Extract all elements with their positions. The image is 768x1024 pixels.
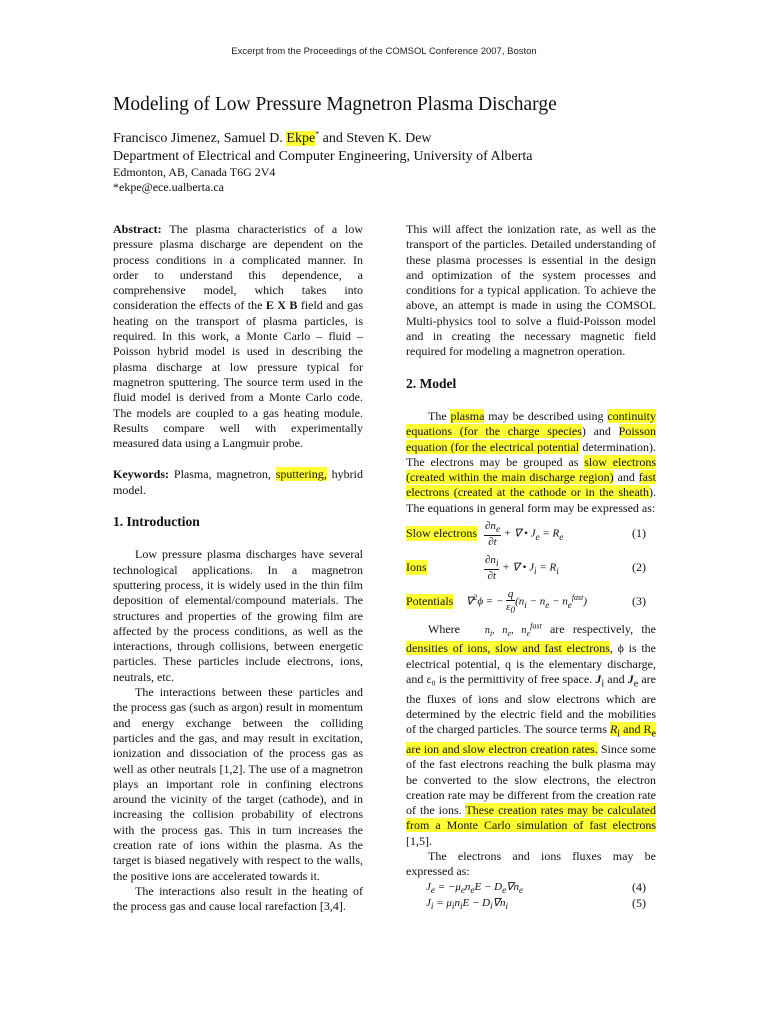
where-text-d: and (604, 671, 628, 686)
re-symbol: and R (620, 722, 652, 737)
highlight-creation-rates: $R_i$ and $R_e$ are ion and slow electron creation rates. (406, 722, 656, 756)
highlight-plasma: plasma (450, 408, 485, 423)
flux-ji: J (595, 671, 602, 686)
section-heading-model: 2. Model (406, 375, 457, 391)
abstract-text-a: The plasma characteristics of a low pressure plasma discharge are dependent on the process conditions in a complicated manner. In order to understand this dependence, a comprehensive model, which takes into consideration the effects of the (113, 222, 363, 313)
right-paragraph-1: This will affect the ionization rate, as well as the transport of the particles. Detailed understanding of these plasma processes is essential in the design and optimization of the system processes and conditions for a typical application. To achieve the above, an attempt is made in using the COMSOL Multi-physics tool to solve a fluid-Poisson model and in creating the necessary magnetic field required for modeling a magnetron operation. (406, 222, 656, 359)
eq5-number: (5) (632, 895, 646, 910)
flux-intro: The electrons and ions fluxes may be expressed as: (406, 848, 656, 879)
highlight-fast-electrons: fast electrons (created at the cathode or in the sheath (406, 470, 657, 500)
paper-title: Modeling of Low Pressure Magnetron Plasma Discharge (113, 94, 557, 115)
model-text-c: ) and (581, 424, 619, 439)
address: Edmonton, AB, Canada T6G 2V4 (113, 165, 276, 179)
intro-paragraph-3: The interactions also result in the heating of the process gas and cause local rarefaction [3,4]. (113, 883, 363, 914)
left-column (113, 222, 363, 914)
keywords-label: Keywords: (113, 467, 169, 482)
where-text-g: [1,5]. (406, 833, 432, 848)
corresponding-mark: * (315, 129, 320, 139)
equation-2 (406, 554, 656, 584)
keyword-highlight: sputtering, (275, 467, 327, 482)
authors-text-a: Francisco Jimenez, Samuel D. (113, 131, 287, 146)
highlight-densities: densities of ions, slow and fast electrons (406, 641, 610, 656)
abstract-text-b: field and gas heating on the transport of plasma particles, is required. In this work, a Monte Carlo – fluid – Poisson hybrid model is used in describing the plasma discharge at low pressure typical for magnetron sputtering. The source term used in the fluid model is derived from a Monte Carlo code. The models are coupled to a gas heating module. Results compare well with experimentally measured data using a Langmuir probe. (113, 298, 363, 451)
where-text-e: are the fluxes of ions and slow electrons which are determined by the electric field and the mobilities of the charged particles. The source terms (406, 671, 656, 737)
eq4-number: (4) (632, 879, 646, 894)
abstract-label: Abstract: (113, 222, 162, 236)
model-text-e: and (613, 470, 639, 485)
conference-header: Excerpt from the Proceedings of the COMSOL Conference 2007, Boston (231, 46, 537, 57)
intro-paragraph-2: The interactions between these particles and the process gas (such as argon) result in momentum and energy exchange between the colliding particles and the gas, and may result in excitation, ionization and dissociation of the process gas as well as other neutrals [1,2]. The use of a magnetron plays an important role in confining electrons around the vicinity of the target (cathode), and in increasing the collision probability of electrons with the process gas. This in turn increases the creation rate of ions within the plasma. As the target is biased negatively with respect to the walls, the positive ions are accelerated towards it. (113, 685, 363, 883)
density-vars: $n_i$, $n_e$, $n_e^{fast}$ (484, 621, 542, 639)
equation-3 (406, 588, 656, 618)
ri-symbol: R (609, 722, 618, 737)
eq3-number: (3) (632, 594, 646, 609)
model-text-b: may be described using (484, 408, 608, 423)
where-text-b: are respectively, the (541, 622, 656, 637)
where-text: Where (428, 622, 460, 637)
eq2-formula: $\frac{\partial n_i}{\partial t}$ + ∇ • $J_i = R_i$ (485, 554, 559, 583)
author-list (113, 130, 432, 148)
eq3-formula: ∇$^2$ϕ = − $\frac{q}{\varepsilon_0}$ $(n_i - n_e - n_e^{fast})$ (466, 588, 588, 616)
eq1-formula: $\frac{\partial n_e}{\partial t}$ + ∇ • $J_e = R_e$ (485, 520, 564, 549)
model-text-d: determination). The electrons may be grouped as (406, 439, 657, 469)
eq3-label: Potentials (406, 594, 454, 609)
eq4-formula: $J_e = -\mu_en_eE - D_e\nabla n_e$ (426, 880, 524, 895)
affiliation: Department of Electrical and Computer Engineering, University of Alberta (113, 149, 533, 164)
keywords (113, 467, 363, 498)
section-heading-introduction: 1. Introduction (113, 514, 200, 530)
right-column (406, 222, 656, 912)
eq1-number: (1) (632, 526, 646, 541)
where-text-c: , ϕ is the electrical potential, q is the elementary discharge, and ε₀ is the permittivity of free space. (406, 641, 656, 686)
eq1-label: Slow electrons (406, 526, 477, 541)
highlight-poisson: Poisson equation (for the electrical potential (406, 424, 656, 454)
equation-4 (406, 880, 656, 896)
eq5-formula: $J_i = \mu_in_iE - D_i\nabla n_i$ (426, 896, 509, 911)
where-text-f: Since some of the fast electrons reaching the bulk plasma may be converted to the slow electrons, the electron creation rate may be different from the creation rate of the ions. (406, 741, 656, 818)
model-text-f: ). The equations in general form may be expressed as: (406, 485, 656, 515)
equation-1 (406, 520, 656, 550)
eq2-number: (2) (632, 560, 646, 575)
keywords-text-b: hybrid model. (113, 467, 363, 497)
highlight-monte-carlo: These creation rates may be calculated from a Monte Carlo simulation of fast electrons (406, 803, 656, 833)
keywords-text-a: Plasma, magnetron, (169, 467, 276, 482)
model-text-a: The (428, 408, 451, 423)
model-paragraph (406, 409, 656, 516)
where-paragraph: Where $n_i$, $n_e$, $n_e^{fast}$ are respectively, the densities of ions, slow and fast electrons, ϕ is the electrical potential, q is the elementary discharge, and ε₀ is the permittivity of free space. $J_i$ and $J_e$ are the fluxes of ions and slow electrons which are determined by the electric field and the mobilities of the charged particles. The source terms $R_i$ and $R_e$ are ion and slow electron creation rates. Since some of the fast electrons reaching the bulk plasma may be converted to the slow electrons, the electron creation rate may be different from the creation rate of the ions. These creation rates may be calculated from a Monte Carlo simulation of fast electrons [1,5]. (406, 621, 656, 848)
abstract (113, 222, 363, 451)
intro-paragraph-1: Low pressure plasma discharges have several technological applications. In a magnetron sputtering process, it is widely used in the thin film deposition of elemental/compound materials. The structures and properties of the growing film are affected by the process conditions, as well as the interactions, through collisions, between energetic particles. These particles include electrons, ions, neutrals, etc. (113, 547, 363, 684)
authors-text-b: and Steven K. Dew (319, 131, 432, 146)
exb-field: E X B (265, 298, 298, 313)
equation-5 (406, 896, 656, 912)
highlight-continuity: continuity equations (for the charge species (406, 408, 657, 439)
highlight-slow-electrons: slow electrons (created within the main discharge region) (406, 454, 657, 485)
eq2-label: Ions (406, 560, 427, 575)
email: *ekpe@ece.ualberta.ca (113, 180, 224, 194)
flux-je: J (627, 671, 634, 686)
highlighted-author: Ekpe (286, 131, 316, 146)
creation-rates-text: are ion and slow electron creation rates. (406, 741, 598, 756)
